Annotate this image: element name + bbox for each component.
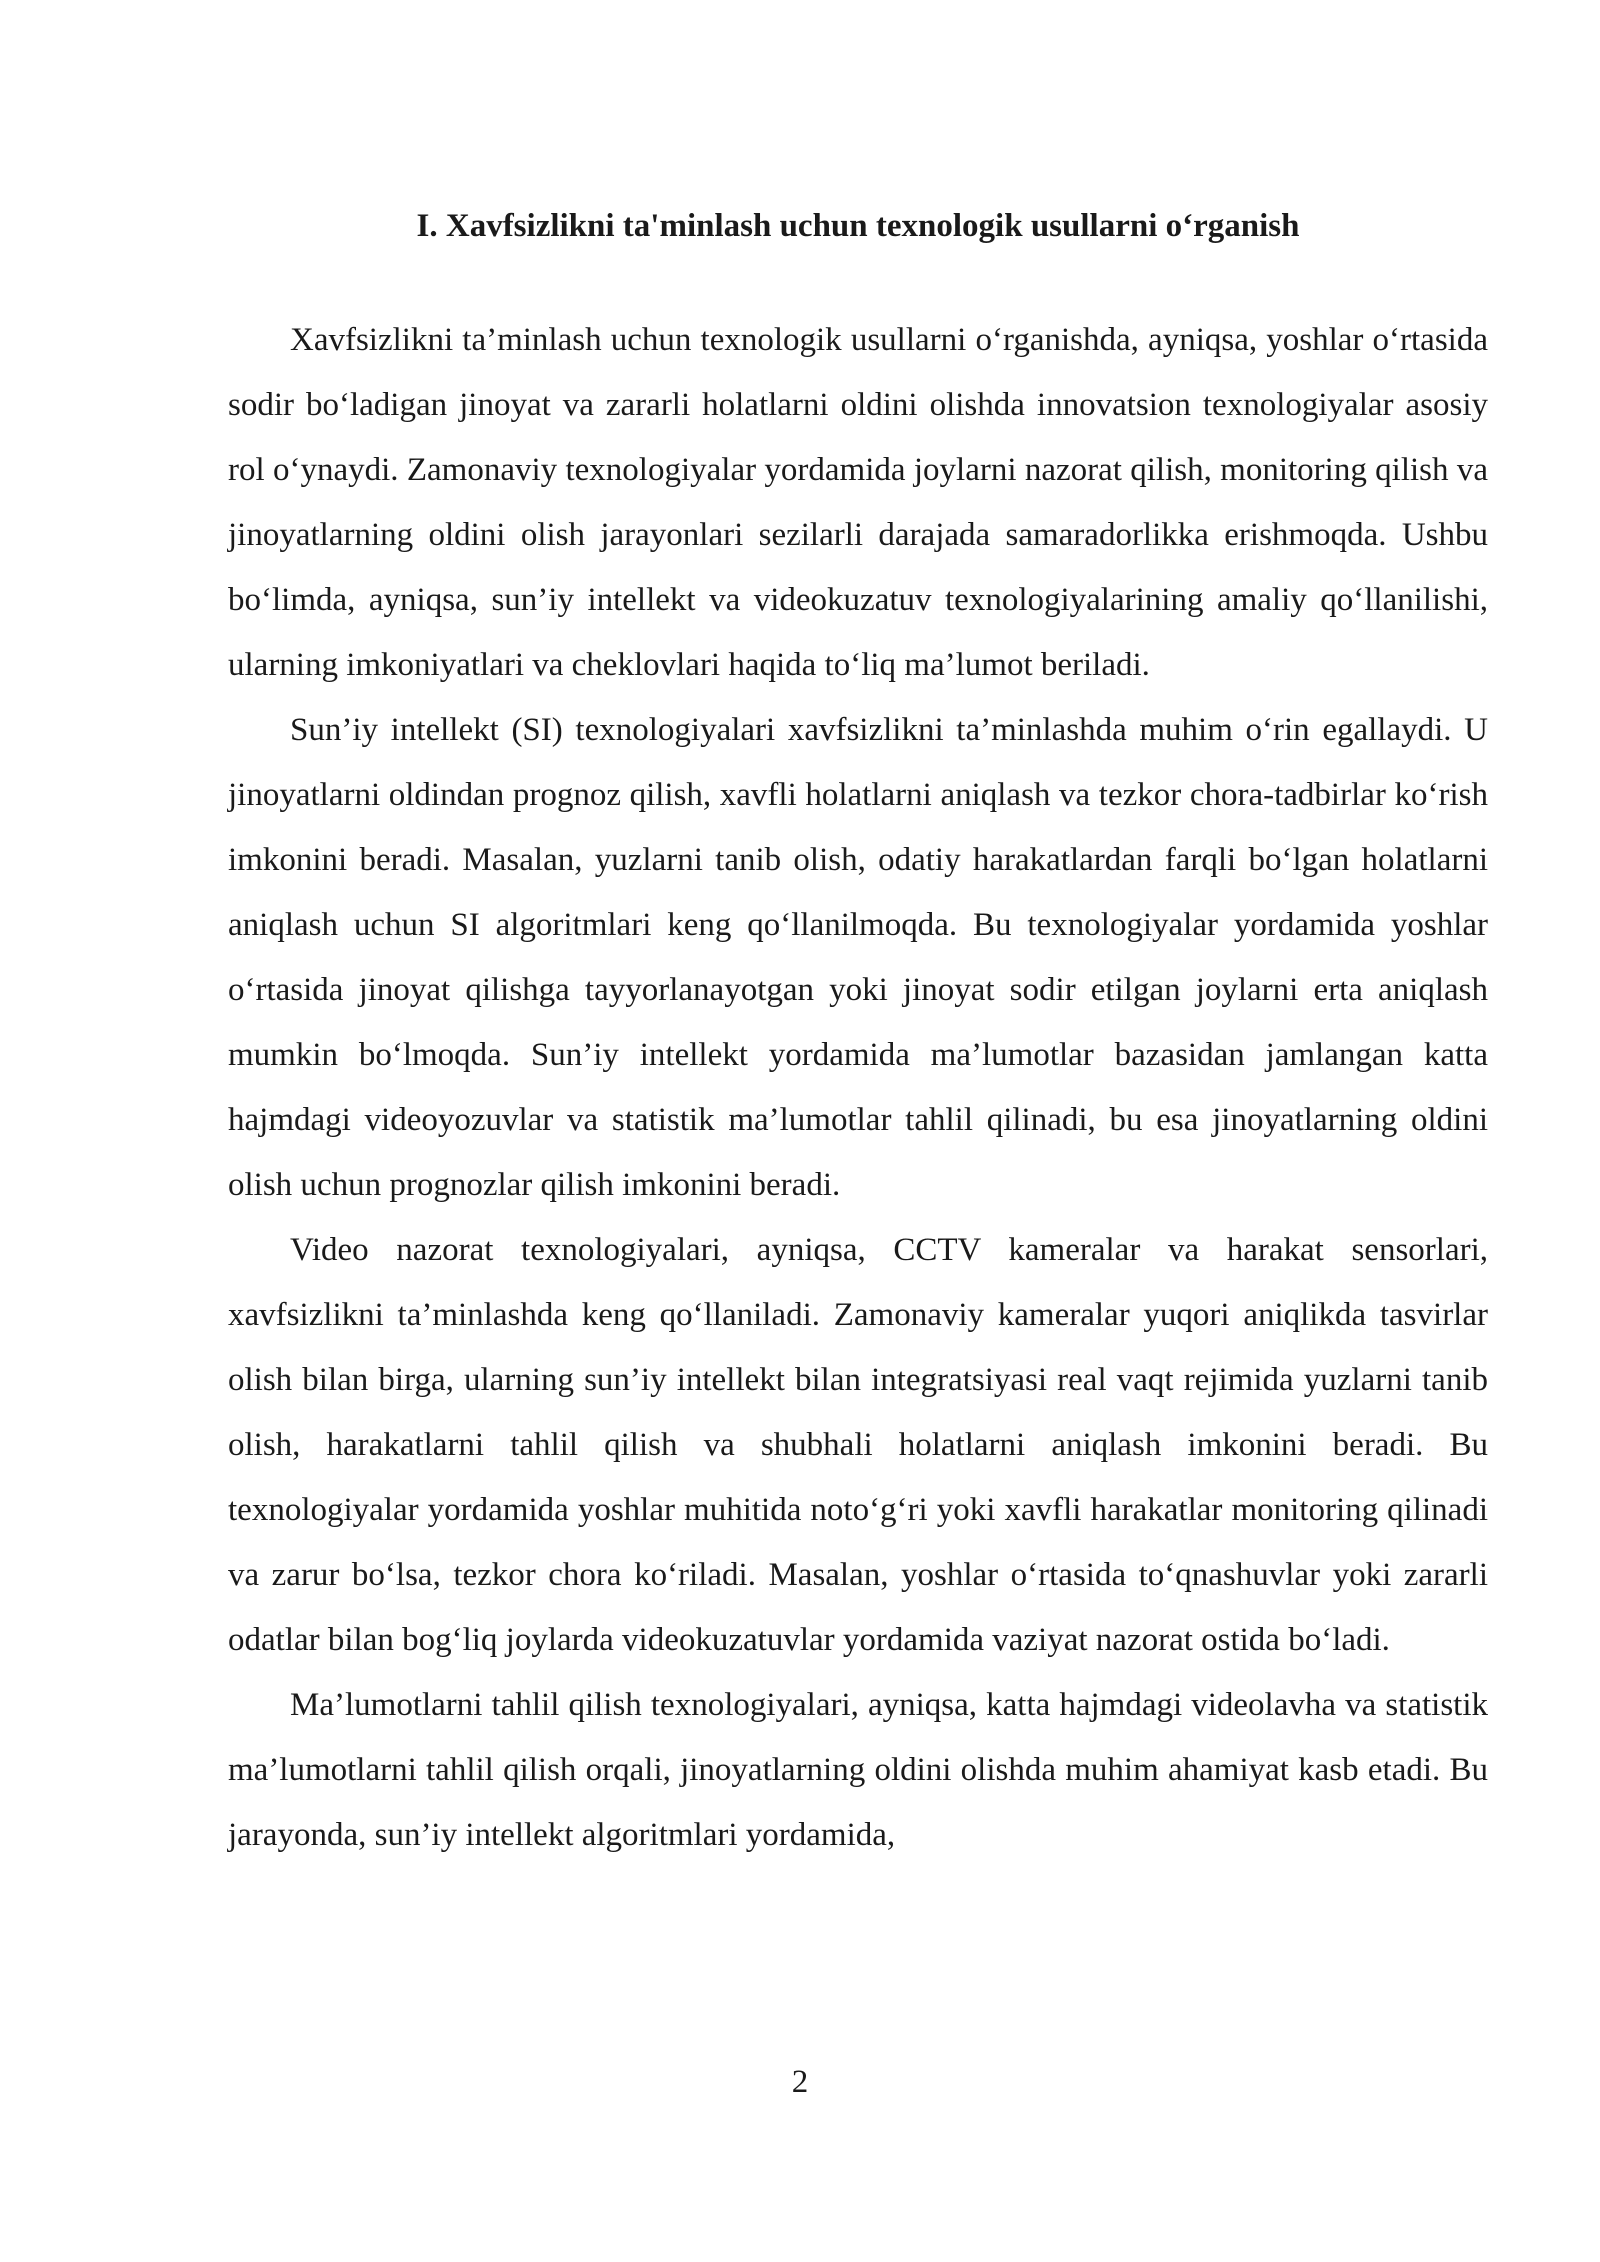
body-text [228, 308, 1488, 1868]
section-heading: I. Xavfsizlikni ta'minlash uchun texnologik usullarni o‘rganish [416, 208, 1300, 244]
paragraph: Sun’iy intellekt (SI) texnologiyalari xavfsizlikni ta’minlashda muhim o‘rin egallaydi. U jinoyatlarni oldindan prognoz qilish, xavfli holatlarni aniqlash va tezkor chora-tadbirlar ko‘rish imkonini beradi. Masalan, yuzlarni tanib olish, odatiy harakatlardan farqli bo‘lgan holatlarni aniqlash uchun SI algoritmlari keng qo‘llanilmoqda. Bu texnologiyalar yordamida yoshlar o‘rtasida jinoyat qilishga tayyorlanayotgan yoki jinoyat sodir etilgan joylarni erta aniqlash mumkin bo‘lmoqda. Sun’iy intellekt yordamida ma’lumotlar bazasidan jamlangan katta hajmdagi videoyozuvlar va statistik ma’lumotlar tahlil qilinadi, bu esa jinoyatlarning oldini olish uchun prognozlar qilish imkonini beradi. [228, 712, 1488, 1203]
paragraph: Ma’lumotlarni tahlil qilish texnologiyalari, ayniqsa, katta hajmdagi videolavha va statistik ma’lumotlarni tahlil qilish orqali, jinoyatlarning oldini olishda muhim ahamiyat kasb etadi. Bu jarayonda, sun’iy intellekt algoritmlari yordamida, [228, 1687, 1488, 1853]
page-number: 2 [791, 2064, 809, 2100]
paragraph: Video nazorat texnologiyalari, ayniqsa, CCTV kameralar va harakat sensorlari, xavfsizlikni ta’minlashda keng qo‘llaniladi. Zamonaviy kameralar yuqori aniqlikda tasvirlar olish bilan birga, ularning sun’iy intellekt bilan integratsiyasi real vaqt rejimida yuzlarni tanib olish, harakatlarni tahlil qilish va shubhali holatlarni aniqlash imkonini beradi. Bu texnologiyalar yordamida yoshlar muhitida noto‘g‘ri yoki xavfli harakatlar monitoring qilinadi va zarur bo‘lsa, tezkor chora ko‘riladi. Masalan, yoshlar o‘rtasida to‘qnashuvlar yoki zararli odatlar bilan bog‘liq joylarda videokuzatuvlar yordamida vaziyat nazorat ostida bo‘ladi. [228, 1232, 1488, 1658]
paragraph: Xavfsizlikni ta’minlash uchun texnologik usullarni o‘rganishda, ayniqsa, yoshlar o‘rtasida sodir bo‘ladigan jinoyat va zararli holatlarni oldini olishda innovatsion texnologiyalar asosiy rol o‘ynaydi. Zamonaviy texnologiyalar yordamida joylarni nazorat qilish, monitoring qilish va jinoyatlarning oldini olish jarayonlari sezilarli darajada samaradorlikka erishmoqda. Ushbu bo‘limda, ayniqsa, sun’iy intellekt va videokuzatuv texnologiyalarining amaliy qo‘llanilishi, ularning imkoniyatlari va cheklovlari haqida to‘liq ma’lumot beriladi. [228, 322, 1488, 683]
